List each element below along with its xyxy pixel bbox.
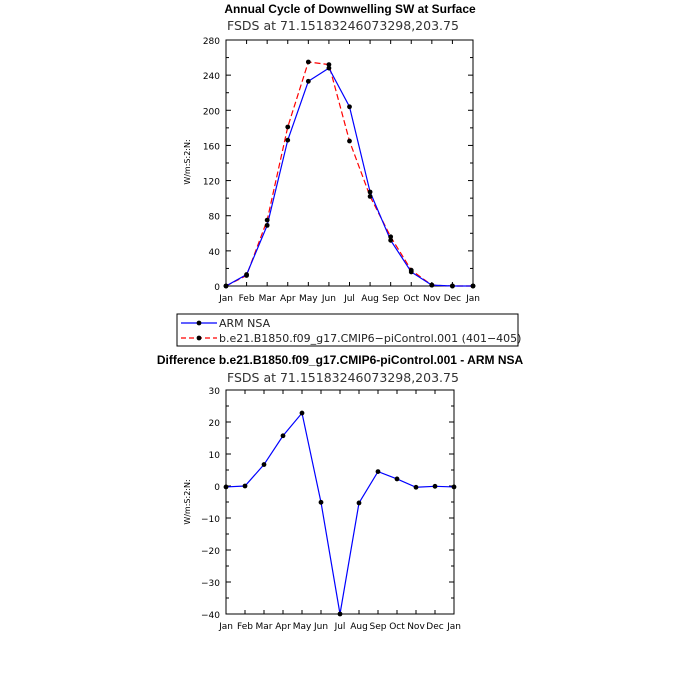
x-tick-label: Aug: [361, 294, 379, 304]
chart-subtitle: FSDS at 71.15183246073298,203.75: [227, 18, 459, 33]
difference-chart: [157, 353, 524, 632]
series-marks: [224, 60, 476, 289]
y-tick-label: −20: [201, 547, 220, 557]
series-line-1: [226, 62, 473, 286]
data-point-s0-6: [347, 104, 352, 109]
x-tick-label: Nov: [407, 622, 425, 632]
data-point-s0-7: [368, 190, 373, 195]
axis-ticks: [203, 37, 480, 304]
data-point-s0-1: [243, 484, 248, 489]
legend-marker-model: [197, 336, 202, 341]
x-tick-label: May: [299, 294, 318, 304]
data-point-s1-4: [306, 60, 311, 65]
y-tick-label: 0: [214, 283, 220, 293]
data-point-s0-5: [319, 500, 324, 505]
x-tick-label: Oct: [389, 622, 405, 632]
chart-subtitle: FSDS at 71.15183246073298,203.75: [227, 370, 459, 385]
series-marks: [224, 411, 457, 617]
x-tick-label: Oct: [403, 294, 420, 304]
series-line-0: [226, 413, 454, 614]
data-point-s0-4: [306, 79, 311, 84]
y-tick-label: 240: [202, 72, 220, 83]
x-tick-label: Feb: [238, 294, 255, 304]
x-tick-label: Jan: [219, 294, 233, 304]
annual-cycle-chart: [177, 2, 521, 346]
x-tick-label: Jan: [466, 294, 480, 304]
y-axis-label: W/m:S:2:N:: [183, 479, 192, 525]
data-point-s0-11: [433, 484, 438, 489]
data-point-s1-12: [471, 284, 476, 289]
data-point-s0-4: [300, 411, 305, 416]
y-tick-label: 30: [208, 387, 220, 397]
data-point-s1-2: [265, 218, 270, 223]
y-tick-label: −30: [201, 579, 220, 589]
x-tick-label: Apr: [279, 294, 296, 304]
x-tick-label: May: [292, 622, 312, 632]
x-tick-label: Feb: [237, 622, 253, 632]
data-point-s1-11: [450, 284, 455, 289]
data-point-s0-0: [224, 485, 229, 490]
y-tick-label: 40: [208, 247, 220, 258]
y-tick-label: 200: [202, 107, 220, 118]
legend: [177, 314, 521, 346]
y-tick-label: 160: [202, 142, 220, 153]
data-point-s1-7: [368, 194, 373, 199]
data-point-s1-3: [285, 125, 290, 130]
data-point-s1-10: [429, 283, 434, 288]
y-axis-label: W/m:S:2:N:: [183, 139, 192, 185]
data-point-s0-2: [265, 223, 270, 228]
y-tick-label: −40: [201, 611, 220, 621]
data-point-s0-6: [338, 612, 343, 617]
data-point-s0-12: [452, 485, 457, 490]
x-tick-label: Apr: [275, 622, 291, 632]
x-tick-label: Sep: [369, 622, 387, 632]
data-point-s0-7: [357, 501, 362, 506]
x-tick-label: Mar: [258, 294, 276, 304]
plot-frame: [226, 390, 454, 614]
x-tick-label: Dec: [443, 294, 462, 304]
x-tick-label: Jul: [344, 294, 355, 304]
x-tick-label: Jul: [334, 622, 346, 632]
y-tick-label: 80: [208, 212, 220, 223]
legend-marker-arm: [197, 321, 202, 326]
data-point-s0-8: [376, 469, 381, 474]
x-tick-label: Mar: [255, 622, 273, 632]
chart-title: Annual Cycle of Downwelling SW at Surface: [224, 2, 476, 16]
data-point-s1-6: [347, 139, 352, 144]
x-tick-label: Sep: [382, 294, 400, 304]
data-point-s0-2: [262, 462, 267, 467]
x-tick-label: Nov: [423, 294, 441, 304]
y-tick-label: −10: [201, 515, 220, 525]
series-line-0: [226, 68, 473, 286]
legend-label-arm: ARM NSA: [219, 317, 271, 330]
data-point-s0-9: [395, 477, 400, 482]
data-point-s1-8: [388, 234, 393, 239]
y-tick-label: 120: [202, 177, 220, 188]
y-tick-label: 0: [214, 483, 220, 493]
x-tick-label: Jun: [321, 294, 336, 304]
chart-title: Difference b.e21.B1850.f09_g17.CMIP6-piControl.001 - ARM NSA: [156, 353, 524, 367]
data-point-s1-1: [244, 273, 249, 278]
data-point-s1-9: [409, 268, 414, 273]
data-point-s1-5: [327, 62, 332, 67]
data-point-s0-10: [414, 485, 419, 490]
data-point-s1-0: [224, 284, 229, 289]
legend-label-model: b.e21.B1850.f09_g17.CMIP6−piControl.001 (401−405): [219, 332, 522, 345]
axis-ticks: [201, 387, 461, 632]
data-point-s0-3: [285, 138, 290, 143]
x-tick-label: Aug: [350, 622, 368, 632]
y-tick-label: 20: [208, 419, 220, 429]
plot-frame: [226, 40, 473, 286]
x-tick-label: Jan: [219, 622, 233, 632]
x-tick-label: Jan: [447, 622, 461, 632]
y-tick-label: 280: [202, 37, 220, 47]
x-tick-label: Dec: [426, 622, 444, 632]
y-tick-label: 10: [208, 451, 220, 461]
x-tick-label: Jun: [313, 622, 329, 632]
data-point-s0-3: [281, 433, 286, 438]
